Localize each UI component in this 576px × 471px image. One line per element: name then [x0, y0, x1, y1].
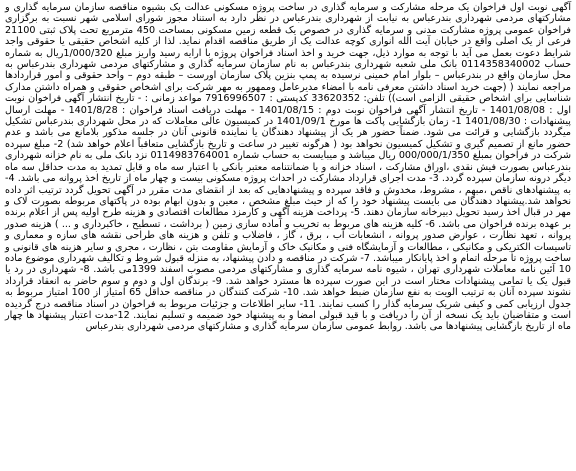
notice-body: آگهی نوبت اول فراخوان یک مرحله مشارکت و سرمایه گذاری در ساخت پروژه مسکونی عدالت یک بشیوه مناقصه سازمان سرمایه گذاری و مشارکتهای مردمی شهرداری بندرعباس به نیابت از شهرداری بندرعباس در نظر دارد به استناد مجوز شورای اسلامی شهر نسبت به برگزاری فراخوان عمومی پروژه مشارکت مدنی و سرمایه گذاری در خصوص یک قطعه زمین مسکونی بمساحت 450 مترمربع تحت پلاک ثبتی 21100 فرعی از یک اصلی واقع در خیابان آیت الله انواری کوچه عدالت یک از طریق مناقصه اقدام نماید. لذا از کلیه اشخاص حقیقی یا حقوقی واجد شرایط دعوت بعمل می آید با توجه به موارد ذیل، جهت خرید و اخذ اسناد فراخوان پروژه با ارایه رسید واریز مبلغ 1/000/320ریال به شماره حساب 0114358340002 بانک ملی شعبه شهرداری بندرعباس به نام سازمان سرمایه گذاری و مشارکتهای مردمی شهرداری بندرعباس به محل سازمان واقع در بندرعباس – بلوار امام خمینی نرسیده به پمپ بنزین پلاک سازمان اورست – طبقه دوم – واحد حقوقی و امور قراردادها مراجعه نمایند ( (جهت خرید اسناد داشتن معرفی نامه با امضاء مدیرعامل وممهور به مهر شرکت برای اشخاص حقوقی و همراه داشتن مدارک شناسایی برای اشخاص حقیقی الزامی است)) تلفن: 33620352 کدپستی : 7916996507 مواعد زمانی : - تاریخ انتشار آگهی فراخوان نوبت اول : 1401/08/08 - تاریخ انتشار آگهی فراخوان نوبت دوم : 1401/08/15 - مهلت دریافت اسناد فراخوان : 1401/8/28 - مهلت ارسال پیشنهادات : 1401/08/30 1- زمان بازگشایی پاکت ها مورخ 1401/09/1 در کمیسیون عالی معاملات که در محل شهرداری بندرعباس تشکیل میگردد بازگشایی و قرائت می شود. ضمناً حضور هر یک از پیشنهاد دهندگان یا نماینده قانونی آنان در جلسه مذکور بلامانع می باشد و عدم حضور مانع از تصمیم گیری و تشکیل کمیسیون نخواهد بود ( هرگونه تغییر در ساعت و تاریخ بازگشایی متعاقباً اعلام خواهد شد) 2- مبلغ سپرده شرکت در فراخوان بمبلغ 000/000/1/350 ریال میباشد و میبایست به حساب شماره 0114983764001 نزد بانک ملی به نام خزانه شهرداری بندرعباس بصورت فیش نقدی ،اوراق مشارکت ، اسناد خزانه و یا ضمانتنامه معتبر بانکی با اعتبار سه ماه و قابل تمدید به مدت حداقل سه ماه دیگر درونه سازمان سپرده گردد. 3- مدت اجرای قرارداد مشارکت در احداث پروژه مسکونی بیست و چهار ماه از تاریخ اخذ پروانه می باشد. 4- به پیشنهادهای ناقص ،مبهم ، مشروط، مخدوش و فاقد سپرده و پیشنهادهایی که بعد از انقضای مدت مقرر در آگهی تحویل گردد ترتیب اثر داده نخواهد شد.پیشنهاد دهندگان می بایست پیشنهاد خود را که از حیث مبلغ مشخص ، معین و بدون ابهام بوده در پاکتهای مربوطه بصورت لاک و مهر در قبال اخذ رسید تحویل دبیرخانه سازمان دهند. 5- پرداخت هزینه آگهی و کارمزد مطالعات اقتصادی و هزینه طرح اولیه پس از اعلام برنده بر عهده برنده فراخوان می باشد. 6- کلیه هزینه های مربوط به تخریب و آماده سازی زمین ( برداشت ، تسطیح ، خاکبرداری و ... ) هزینه صدور پروانه ، تعهد نظارت ، عوارض صدور پروانه ، انشعابات آب ، برق ، گاز ، فاضلاب و تلفن و هزینه های طراحی نقشه های سازه و معماری و تاسیسات الکتریکی و مکانیکی ، مطالعات و آزمایشگاه فنی و مکانیک خاک و آزمایش مقاومت بتن ، نظارت ، مجری و سایر هزینه های قانونی و ساخت پروژه تا مرحله اتمام و اخذ پایانکار میباشد. 7- شرکت در مناقصه و دادن پیشنهاد، به منزله قبول شروط و تکالیف شهرداری موضوع ماده 10 آئین نامه معاملات شهرداری تهران ، شیوه نامه سرمایه گذاری و مشارکتهای مردمی مصوب اسفند 1399می باشد. 8- شهرداری در رد یا قبول یک یا تمامی پیشنهادات مختار است در این صورت سپرده ها مسترد خواهد شد. 9- برندگان اول و دوم و سوم حاضر به انعقاد قرارداد نشوند سپرده آنان به ترتیب الویت به نفع سازمان ضبط خواهد شد. 10- شرکت کنندگان در مناقصه حداقل 65 امتیاز از 100 امتیاز مربوط به جدول ارزیابی کمی و کیفی شریک سرمایه گذار را کسب نمایند. 11- سایر اطلاعات و جزئیات مربوط به فراخوان در اسناد مناقصه درج گردیده است و متقاضیان باید یک نسخه از آن را دریافت و با قید قبولی امضا و به پیشنهاد خود ضمیمه و تسلیم نمایند. 12-مدت اعتبار پیشنهاد ها چهار ماه از تاریخ بازگشایی پیشنهادها می باشد. روابط عمومی سازمان سرمایه گذاری و مشارکتهای مردمی شهرداری بندرعباس	[4, 2, 572, 333]
